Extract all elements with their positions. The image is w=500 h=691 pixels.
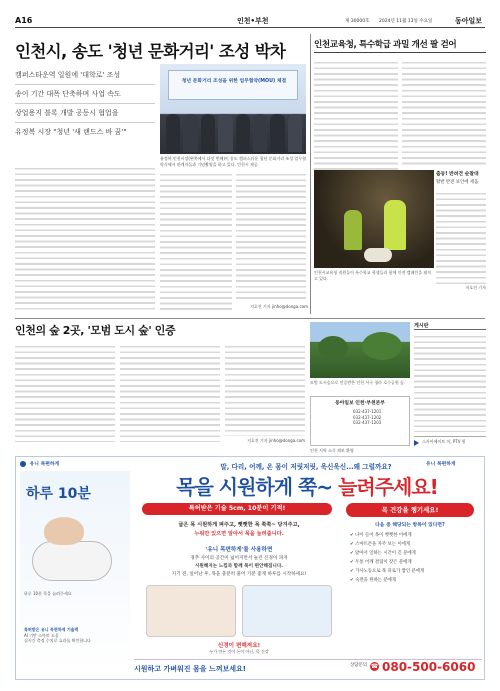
right-headline: 인천교육청, 특수학급 과밀 개선 팔 걷어 [314,40,457,50]
checklist-item [350,558,474,567]
checklist-text: 앉아서 일하는 시간이 긴 분에게 [355,551,416,556]
order-phone[interactable]: 080-500-6060 [382,660,476,674]
checklist-text: 나이 들어 목이 뻣뻣한 이에게 [355,533,412,538]
side-box-title: 출동! 반려견 순찰대 [436,172,479,177]
checklist-item [350,531,474,540]
bottom-photo-caption: 모범 도시숲으로 인증받은 인천 서구 청라 호수공원 숲. [310,380,406,385]
order-label: 상담문의 [350,663,367,668]
notice-board [414,322,486,434]
ad-cta-bar [134,659,482,677]
ad-desc-line: 지기 전, 일어난 후, 목을 충분히 풀어 기분 좋게 하루를 시작하세요! [171,572,307,577]
ad-left-note: 하루 10분 목을 늘려주세요 [24,591,72,596]
lede-line: 캠퍼스타운역 일원에 '대학로' 조성 [15,66,155,85]
ad-left-visual [20,471,130,671]
product-device [32,541,112,581]
contact-box-title: 동아일보 인천·부천본부 [335,401,385,406]
people-row [166,114,302,152]
check-icon: ✔ [350,569,356,574]
ad-logo-text: 유니 목편하게 [29,462,60,467]
paper-name: 동아일보 [455,17,483,25]
contact-line: 032-437-1202 [353,414,382,420]
phone-icon: ☎ [370,663,379,670]
checklist-text: 숙면을 원하는 분에게 [355,578,397,583]
contact-line: 032-437-1201 [353,409,382,414]
main-body-col-3 [236,170,306,302]
play-icon [414,440,419,446]
spine-after [242,585,332,637]
ad-diagram [146,585,332,637]
dog-figure [364,248,392,262]
bottom-byline: 지호진 기자 jinho@donga.com [247,438,305,443]
tree-cluster [362,332,402,360]
contact-box [310,396,410,446]
ad-desc [140,555,338,579]
checklist-text: 두통 어깨 결림이 잦은 분에게 [355,560,412,565]
vest-figure [384,200,406,250]
main-photo-caption: 유정복 인천시장(왼쪽에서 다섯 번째)이 송도 캠퍼스타운 청년 문화거리 조성 업무협약식에서 관계자들과 기념촬영을 하고 있다. 인천시 제공 [160,156,306,167]
banner-title: 청년 문화거리 조성을 위한 업무협약(MOU) 체결 [181,79,287,84]
partner-label: 스카이에이트 이, PTV 원 [422,439,466,444]
ad-headline [134,471,480,500]
page-header [15,14,485,28]
vest-figure [344,210,362,250]
section-name: 인천•부천 [237,17,269,25]
lede-line: 유정복 시장 "청년 '새 랜드스 바 꿈'" [15,128,127,136]
right-headline-rule [314,52,486,53]
side-box-body [436,189,486,285]
lede-line: 송이 기간 대폭 단축하며 사업 속도 [15,85,155,104]
checklist-item [350,567,474,576]
ad-logo [20,460,59,467]
main-body-col-1 [15,164,155,312]
ad-point: 누워만 있으면 알아서 목을 늘려줍니다. [194,531,284,537]
bottom-body-col-3 [225,342,305,436]
check-icon: ✔ [350,533,356,538]
ad-product: '유니 목편하게'를 사용하면 [205,547,273,553]
footer-line: 실시간 측정 수치로 효과를 확인합니다 [24,638,91,644]
check-icon: ✔ [350,578,356,583]
right-photo-caption: 인천시교육청 직원들이 특수학교 학생들과 함께 안전 캠페인을 펼치고 있다. [314,270,432,281]
ad-headline-b: 늘려주세요! [338,475,438,499]
main-lede [15,66,155,141]
bottom-photo [310,322,410,378]
bottom-body-col-1 [15,342,115,442]
ad-checklist [350,531,474,585]
check-icon: ✔ [350,551,356,556]
check-icon: ✔ [350,560,356,565]
side-box-subtitle: 활발 반전 보안에 세움 [436,180,479,185]
bottom-body-col-2 [120,342,220,442]
issue-number: 제 30000호 [345,19,370,24]
checklist-item [350,549,474,558]
ad-panel [15,456,485,680]
ad-desc-line: 시원해지는 느낌과 함께 목이 편안해집니다. [194,564,284,569]
bottom-headline: 인천의 숲 2곳, '모범 도시 숲' 인증 [15,324,176,337]
ad-left-title: 하루 10분 [26,486,91,502]
side-box [436,170,486,310]
right-photo [314,170,434,268]
ad-copy [140,521,338,539]
issue-date: 2024년 11월 13일 수요일 [379,19,433,24]
photo-banner [168,70,298,100]
checklist-item [350,540,474,549]
ad-desc5: 누가 만든 것이 돈이 아닌, 목 건강 [209,649,269,654]
column-divider [310,34,311,314]
footer-line: AI 기반 스마트 도움 [24,632,59,638]
ad-desc4: 신경이 편해져요! [217,643,261,649]
ad-logo-text: 유니 목편하게 [426,462,456,467]
footer-stack [24,627,128,644]
side-box-byline: 지호진 기자 [465,285,486,290]
check-icon: ✔ [350,542,356,547]
checklist-text: 스마트폰을 자주 보는 이에게 [355,542,411,547]
checklist-item [350,576,474,585]
notice-body [414,332,486,432]
tree-cluster [318,336,348,360]
ad-right-question: 다음 중 해당되는 항목이 있다면? [375,523,445,528]
lede-line: 상업용지 블록 개발 공동시 협업을 [15,104,155,123]
ad-promo: 특허받은 기술 5cm, 10분이 기적! [142,503,332,515]
partner-strip [414,436,486,448]
ad-cta: 시원하고 가벼워진 몸을 느껴보세요! [134,665,246,673]
section-divider [15,318,485,319]
partner-note: 인천 지역 소식 제보 환영 [310,448,354,453]
contact-line: 032-437-1203 [353,420,382,426]
ad-point: 굽은 목 시원하게 펴주고, 뻣뻣한 목 쭉쭉~ 당겨주고, [178,522,300,528]
main-headline: 인천시, 송도 '청년 문화거리' 조성 박차 [15,42,286,61]
person-silhouette [44,517,84,545]
ad-desc-line: 경추 사이의 공간이 넓어지면서 눌린 신경이 펴져 [190,556,288,561]
main-body-col-2 [160,170,232,312]
ad-top-line: 말, 다리, 어깨, 온 몸이 저릿저릿, 욱신욱신...왜 그럴까요? [220,463,392,471]
spine-before [146,585,236,637]
right-body-col-2 [402,58,486,168]
main-byline: 지호진 기자 jinho@donga.com [250,304,308,309]
ad-right-badge: 목 건강을 챙기세요! [346,503,474,517]
checklist-text: 가사노동으로 목 피로가 쌓인 분에게 [355,569,425,574]
main-photo [160,64,306,154]
footer-line: 특허받은 유니 목편하게 기술력 [24,627,79,632]
notice-title: 게시판 [414,322,486,330]
ad-headline-a: 목을 시원하게 쭉~ [176,475,339,499]
check-icon [20,461,26,467]
page-number: A16 [15,16,33,25]
